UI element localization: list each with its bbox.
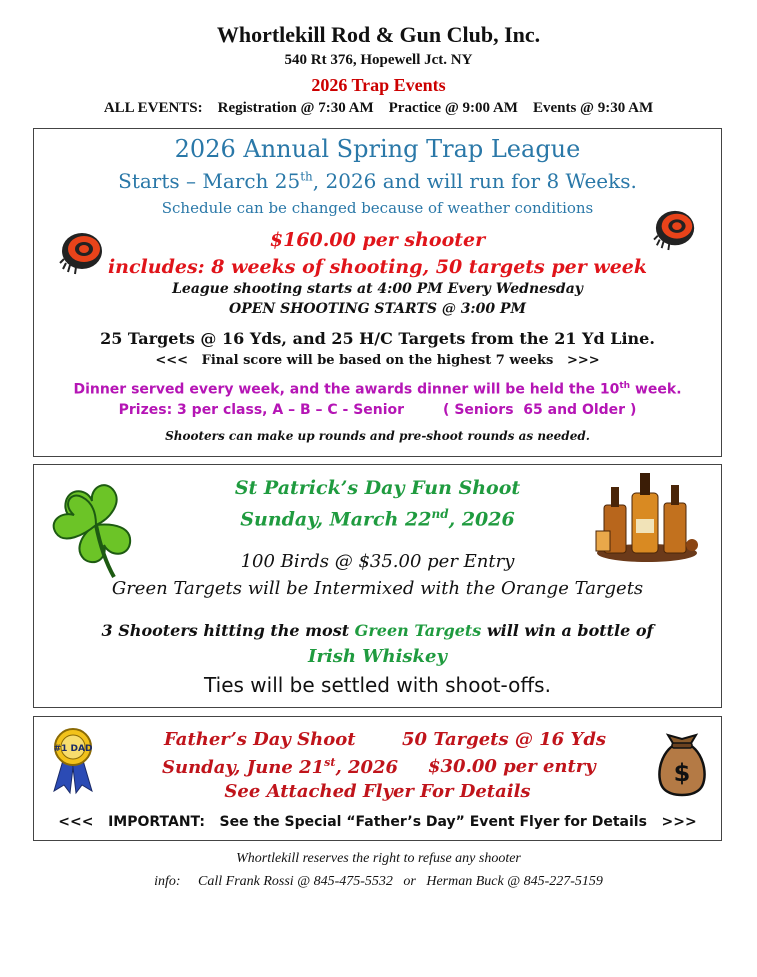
- league-price: $160.00 per shooter: [269, 229, 486, 251]
- fathers-price: $30.00 per entry: [428, 756, 596, 777]
- final-score-note: <<< Final score will be based on the highest 7 weeks >>>: [155, 353, 600, 368]
- fathers-targets: 50 Targets @ 16 Yds: [402, 729, 607, 750]
- fathers-see-flyer: See Attached Flyer For Details: [224, 781, 531, 802]
- clay-target-icon: [652, 207, 700, 251]
- stpat-ties: Ties will be settled with shoot-offs.: [204, 673, 551, 697]
- dinner-note: Dinner served every week, and the awards dinner will be held the 10th week.: [73, 381, 682, 398]
- refuse-note: Whortlekill reserves the right to refuse any shooter: [236, 851, 521, 866]
- club-address: 540 Rt 376, Hopewell Jct. NY: [284, 52, 473, 68]
- money-bag-icon: [654, 731, 710, 797]
- ribbon-text: #1 DAD: [53, 744, 93, 754]
- fathers-title: Father’s Day Shoot: [164, 729, 356, 750]
- whiskey-bottles-icon: [594, 469, 700, 563]
- st-patricks-section: [33, 464, 722, 708]
- club-name: Whortlekill Rod & Gun Club, Inc.: [216, 22, 541, 47]
- league-start-date: Starts – March 25th, 2026 and will run for 8 Weeks.: [118, 169, 637, 193]
- events-title: 2026 Trap Events: [311, 75, 446, 95]
- stpat-title: St Patrick’s Day Fun Shoot: [234, 477, 521, 499]
- fathers-important: <<< IMPORTANT: See the Special “Father’s Day” Event Flyer for Details >>>: [58, 814, 697, 830]
- shamrock-icon: [48, 475, 144, 579]
- stpat-green-targets: Green Targets will be Intermixed with the Orange Targets: [111, 578, 644, 599]
- stpat-date: Sunday, March 22nd, 2026: [240, 507, 515, 531]
- schedule-note: Schedule can be changed because of weather conditions: [161, 199, 594, 217]
- stpat-win-note: 3 Shooters hitting the most Green Targets will win a bottle of: [101, 621, 654, 640]
- clay-target-icon: [58, 229, 108, 275]
- stpat-whiskey: Irish Whiskey: [308, 646, 447, 667]
- award-ribbon-icon: [46, 725, 102, 795]
- fathers-date: Sunday, June 21st, 2026: [162, 756, 399, 778]
- all-events-times: ALL EVENTS: Registration @ 7:30 AM Practice @ 9:00 AM Events @ 9:30 AM: [103, 100, 654, 116]
- fathers-day-section: [33, 716, 722, 841]
- stpat-birds: 100 Birds @ $35.00 per Entry: [240, 551, 515, 572]
- league-targets: 25 Targets @ 16 Yds, and 25 H/C Targets from the 21 Yd Line.: [100, 329, 655, 348]
- league-title: 2026 Annual Spring Trap League: [174, 135, 581, 163]
- spring-league-section: [33, 128, 722, 457]
- prizes-note: Prizes: 3 per class, A – B – C - Senior ( Seniors 65 and Older ): [118, 402, 637, 418]
- open-shooting: OPEN SHOOTING STARTS @ 3:00 PM: [229, 301, 526, 317]
- money-bag-symbol: $: [673, 759, 691, 787]
- contact-info: info: Call Frank Rossi @ 845-475-5532 or Herman Buck @ 845-227-5159: [154, 874, 603, 889]
- league-start-time: League shooting starts at 4:00 PM Every Wednesday: [172, 281, 583, 297]
- league-includes: includes: 8 weeks of shooting, 50 targets per week: [107, 256, 648, 278]
- makeup-note: Shooters can make up rounds and pre-shoot rounds as needed.: [165, 429, 590, 443]
